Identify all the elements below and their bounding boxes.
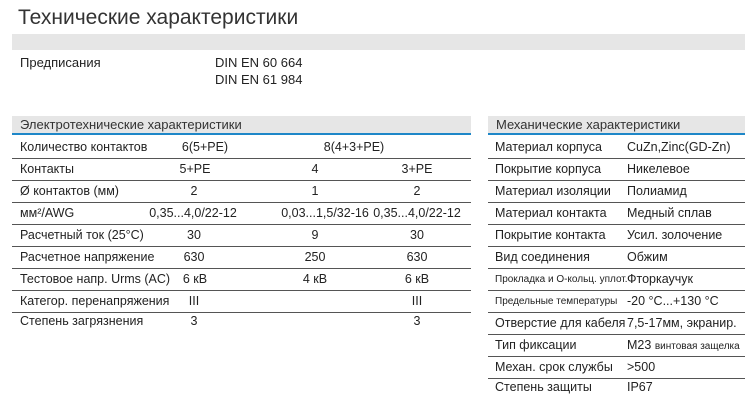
row-value-main: M23 bbox=[627, 338, 652, 352]
row-label: Контакты bbox=[20, 162, 74, 176]
row-value: Фторкаучук bbox=[627, 272, 694, 286]
row-label: Материал контакта bbox=[495, 206, 607, 220]
row-label: Механ. срок службы bbox=[495, 360, 613, 374]
prescription-1: DIN EN 60 664 bbox=[215, 55, 303, 70]
row-label: Категор. перенапряжения bbox=[20, 294, 170, 308]
row-value: III bbox=[411, 294, 423, 308]
prescriptions-label: Предписания bbox=[20, 55, 101, 70]
mechanical-heading-rule bbox=[488, 133, 745, 135]
row-label: Материал изоляции bbox=[495, 184, 611, 198]
row-value bbox=[627, 335, 740, 357]
mechanical-row bbox=[488, 313, 745, 335]
mechanical-row bbox=[488, 335, 745, 357]
electrical-row bbox=[12, 181, 471, 203]
row-value: 5+PE bbox=[179, 162, 211, 176]
row-value: 30 bbox=[410, 228, 424, 242]
row-value: 8(4+3+PE) bbox=[323, 140, 385, 154]
row-value: 4 bbox=[311, 162, 319, 176]
mechanical-row bbox=[488, 269, 745, 291]
title-band bbox=[12, 34, 745, 50]
mechanical-heading-text: Механические характеристики bbox=[496, 117, 681, 132]
electrical-row bbox=[12, 159, 471, 181]
row-value: Усил. золочение bbox=[627, 228, 723, 242]
row-value: 250 bbox=[304, 250, 326, 264]
row-value: Обжим bbox=[627, 250, 668, 264]
row-label: Материал корпуса bbox=[495, 140, 603, 154]
row-value: IP67 bbox=[627, 380, 653, 394]
row-label: Прокладка и О-кольц. уплот. bbox=[495, 274, 628, 285]
mechanical-heading bbox=[488, 116, 745, 133]
row-value: 6 кВ bbox=[182, 272, 208, 286]
electrical-row bbox=[12, 203, 471, 225]
electrical-row bbox=[12, 269, 471, 291]
page-title: Технические характеристики bbox=[18, 6, 299, 29]
row-value: 2 bbox=[413, 184, 421, 198]
row-value: 30 bbox=[187, 228, 201, 242]
mechanical-row bbox=[488, 181, 745, 203]
row-label: Покрытие контакта bbox=[495, 228, 606, 242]
electrical-row bbox=[12, 311, 471, 332]
row-value: 0,03...1,5/32-16 bbox=[281, 206, 369, 220]
row-value: 7,5-17мм, экранир. bbox=[627, 316, 737, 330]
row-label: Расчетный ток (25°C) bbox=[20, 228, 144, 242]
row-value: 3+PE bbox=[401, 162, 433, 176]
row-value: >500 bbox=[627, 360, 656, 374]
row-label: Предельные температуры bbox=[495, 296, 618, 307]
row-value: 2 bbox=[190, 184, 198, 198]
row-label: Вид соединения bbox=[495, 250, 590, 264]
row-value: 4 кВ bbox=[302, 272, 328, 286]
row-value: Полиамид bbox=[627, 184, 687, 198]
electrical-row bbox=[12, 291, 471, 313]
row-label: Количество контактов bbox=[20, 140, 148, 154]
row-label: Степень защиты bbox=[495, 380, 592, 394]
row-value: 6(5+PE) bbox=[181, 140, 229, 154]
row-value: III bbox=[188, 294, 200, 308]
row-label: Расчетное напряжение bbox=[20, 250, 155, 264]
electrical-heading-text: Электротехнические характеристики bbox=[20, 117, 242, 132]
row-label: Ø контактов (мм) bbox=[20, 184, 119, 198]
electrical-heading-rule bbox=[12, 133, 471, 135]
mechanical-row bbox=[488, 247, 745, 269]
row-value: Никелевое bbox=[627, 162, 690, 176]
prescription-2: DIN EN 61 984 bbox=[215, 72, 303, 87]
row-label: Отверстие для кабеля bbox=[495, 316, 626, 330]
row-value: 3 bbox=[413, 314, 421, 328]
electrical-heading bbox=[12, 116, 471, 133]
mechanical-row bbox=[488, 357, 745, 379]
row-value: 9 bbox=[311, 228, 319, 242]
electrical-row bbox=[12, 225, 471, 247]
row-value: 6 кВ bbox=[404, 272, 430, 286]
row-value: 0,35...4,0/22-12 bbox=[149, 206, 237, 220]
row-label: Степень загрязнения bbox=[20, 314, 144, 328]
mechanical-row bbox=[488, 203, 745, 225]
mechanical-row bbox=[488, 159, 745, 181]
row-value: 3 bbox=[190, 314, 198, 328]
row-label: мм²/AWG bbox=[20, 206, 75, 220]
row-label: Тип фиксации bbox=[495, 338, 577, 352]
electrical-row bbox=[12, 247, 471, 269]
mechanical-row bbox=[488, 377, 745, 398]
row-label: Покрытие корпуса bbox=[495, 162, 602, 176]
mechanical-row bbox=[488, 137, 745, 159]
electrical-row bbox=[12, 137, 471, 159]
row-value-note: винтовая защелка bbox=[654, 341, 740, 352]
mechanical-row bbox=[488, 225, 745, 247]
mechanical-row bbox=[488, 291, 745, 313]
row-value: 1 bbox=[311, 184, 319, 198]
row-value: 630 bbox=[183, 250, 205, 264]
row-value: CuZn,Zinc(GD-Zn) bbox=[627, 140, 731, 154]
row-value: 630 bbox=[406, 250, 428, 264]
row-value: 0,35...4,0/22-12 bbox=[373, 206, 461, 220]
row-label: Тестовое напр. Urms (AC) bbox=[20, 272, 171, 286]
row-value: -20 °C...+130 °C bbox=[627, 294, 719, 308]
row-value: Медный сплав bbox=[627, 206, 712, 220]
